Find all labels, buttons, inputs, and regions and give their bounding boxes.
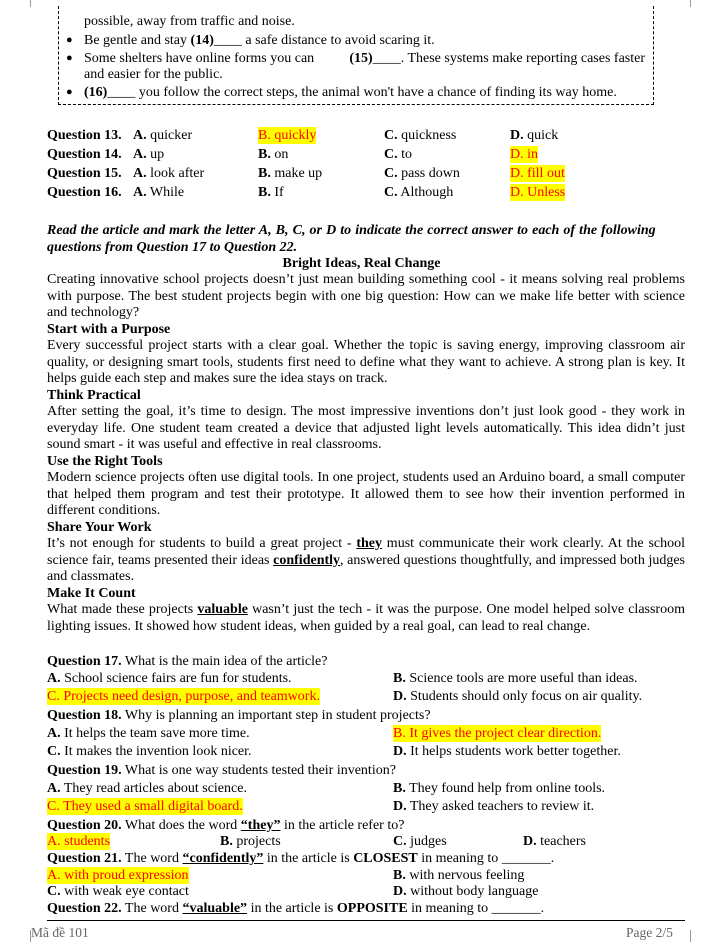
exam-code: Mã đề 101	[31, 925, 89, 940]
option-d[interactable]: D. quick	[510, 128, 559, 143]
page-number: Page 2/5	[626, 925, 673, 940]
bullet-icon: ●	[66, 52, 73, 64]
option-c[interactable]: C. It makes the invention look nicer.	[47, 744, 252, 759]
underlined-word-valuable: valuable	[197, 602, 248, 617]
option-c[interactable]: C. quickness	[384, 128, 457, 143]
article-body	[47, 272, 685, 635]
question-18: Question 18. Why is planning an important step in student projects?	[47, 708, 431, 723]
option-d-correct[interactable]: D. fill out	[510, 166, 565, 181]
option-a[interactable]: A. look after	[133, 166, 205, 181]
option-a[interactable]: A. up	[133, 147, 165, 162]
option-d[interactable]: D. Students should only focus on air quality.	[393, 689, 643, 704]
passage-line: possible, away from traffic and noise.	[84, 14, 295, 29]
question-label: Question 14.	[47, 147, 122, 162]
article-intro: Creating innovative school projects doesn’t just mean building something cool - it means solving real problems with purpose. The best student projects begin with one big question: How can we make life better with science and technology?	[47, 272, 685, 320]
underlined-word-confidently: confidently	[273, 552, 341, 568]
corner-mark-bottom-right	[690, 930, 701, 942]
option-a[interactable]: A. While	[133, 185, 185, 200]
bullet-icon: ●	[66, 86, 73, 98]
section-paragraph: After setting the goal, it’s time to design. The most impressive inventions don’t just look good - they work in everyday life. One student team created a device that adjusted light levels automatically. This idea didn’t just sound smart - it was useful and effective in real classrooms.	[47, 404, 685, 452]
footer-divider	[47, 920, 685, 921]
underlined-word-they: they	[356, 536, 383, 551]
section-heading: Start with a Purpose	[47, 321, 171, 337]
option-c-correct[interactable]: C. They used a small digital board.	[47, 799, 243, 814]
option-b[interactable]: B. make up	[258, 166, 323, 181]
question-20: Question 20. What does the word “they” in the article refer to?	[47, 818, 405, 833]
option-a-correct[interactable]: A. with proud expression	[47, 868, 189, 883]
option-d[interactable]: D. It helps students work better together.	[393, 744, 621, 759]
option-d-correct[interactable]: D. Unless	[510, 185, 566, 200]
option-a[interactable]: A. It helps the team save more time.	[47, 726, 250, 741]
question-22: Question 22. The word “valuable” in the article is OPPOSITE in meaning to _______.	[47, 901, 545, 916]
bullet-icon: ●	[66, 34, 73, 46]
passage-bullet-16: (16)____ you follow the correct steps, the animal won't have a chance of finding its way home.	[84, 85, 617, 100]
option-b[interactable]: B. Science tools are more useful than ideas.	[393, 671, 638, 686]
option-d[interactable]: D. without body language	[393, 884, 539, 899]
option-b-correct[interactable]: B. It gives the project clear direction.	[393, 726, 602, 741]
question-19: Question 19. What is one way students tested their invention?	[47, 763, 396, 778]
passage-bullet-15: Some shelters have online forms you can (15)____. These systems make reporting cases faster	[84, 51, 645, 66]
option-b[interactable]: B. They found help from online tools.	[393, 781, 606, 796]
option-a[interactable]: A. quicker	[133, 128, 193, 143]
section-paragraph: Every successful project starts with a clear goal. Whether the topic is saving energy, improving classroom air quality, or designing smart tools, students first need to define what they want to achieve. A strong plan is key. It helps guide each step and makes sure the idea stays on track.	[47, 338, 685, 386]
section-heading: Share Your Work	[47, 519, 152, 535]
option-d-correct[interactable]: D. in	[510, 147, 538, 162]
question-17: Question 17. What is the main idea of the article?	[47, 654, 328, 669]
question-21: Question 21. The word “confidently” in the article is CLOSEST in meaning to _______.	[47, 851, 555, 866]
passage-bullet-15-line2: and easier for the public.	[84, 67, 223, 82]
section-paragraph: It’s not enough for students to build a great project - they must communicate their work clearly. At the school science fair, teams presented their ideas confidently, answered questions thoughtfully, and impressed both judges and classmates.	[47, 536, 686, 584]
question-label: Question 13.	[47, 128, 122, 143]
option-a-correct[interactable]: A. students	[47, 834, 111, 849]
option-c[interactable]: C. judges	[393, 834, 447, 849]
option-d[interactable]: D. They asked teachers to review it.	[393, 799, 595, 814]
question-label: Question 15.	[47, 166, 122, 181]
section-paragraph: Modern science projects often use digital tools. In one project, students used an Arduino board, a small computer that helped them program and test their prototype. It allowed them to see how their invention performed in different conditions.	[47, 470, 685, 518]
option-b-correct[interactable]: B. quickly	[258, 128, 317, 143]
question-label: Question 16.	[47, 185, 122, 200]
instruction-line-1: Read the article and mark the letter A, B, C, or D to indicate the correct answer to each of the following	[47, 223, 656, 238]
option-d[interactable]: D. teachers	[523, 834, 586, 849]
option-a[interactable]: A. They read articles about science.	[47, 781, 247, 796]
option-c[interactable]: C. pass down	[384, 166, 460, 181]
section-paragraph: What made these projects valuable wasn’t just the tech - it was the purpose. One model helped solve classroom lighting issues. It showed how student ideas, when guided by a real goal, can lead to real change.	[47, 602, 685, 634]
option-b[interactable]: B. with nervous feeling	[393, 868, 525, 883]
corner-mark-top-right	[690, 0, 701, 7]
option-c[interactable]: C. Although	[384, 185, 454, 200]
passage-bullet-14: Be gentle and stay (14)____ a safe distance to avoid scaring it.	[84, 33, 435, 48]
option-c[interactable]: C. with weak eye contact	[47, 884, 189, 899]
option-c-correct[interactable]: C. Projects need design, purpose, and teamwork.	[47, 689, 320, 704]
section-heading: Use the Right Tools	[47, 453, 163, 469]
section-heading: Make It Count	[47, 585, 136, 601]
instruction-line-2: questions from Question 17 to Question 22.	[47, 240, 298, 255]
option-a[interactable]: A. School science fairs are fun for students.	[47, 671, 292, 686]
option-b[interactable]: B. If	[258, 185, 284, 200]
corner-mark-top-left	[20, 0, 31, 7]
corner-mark-bottom-left	[20, 930, 31, 942]
section-heading: Think Practical	[47, 387, 141, 403]
option-b[interactable]: B. on	[258, 147, 289, 162]
article-title: Bright Ideas, Real Change	[282, 256, 441, 271]
option-c[interactable]: C. to	[384, 147, 413, 162]
option-b[interactable]: B. projects	[220, 834, 281, 849]
